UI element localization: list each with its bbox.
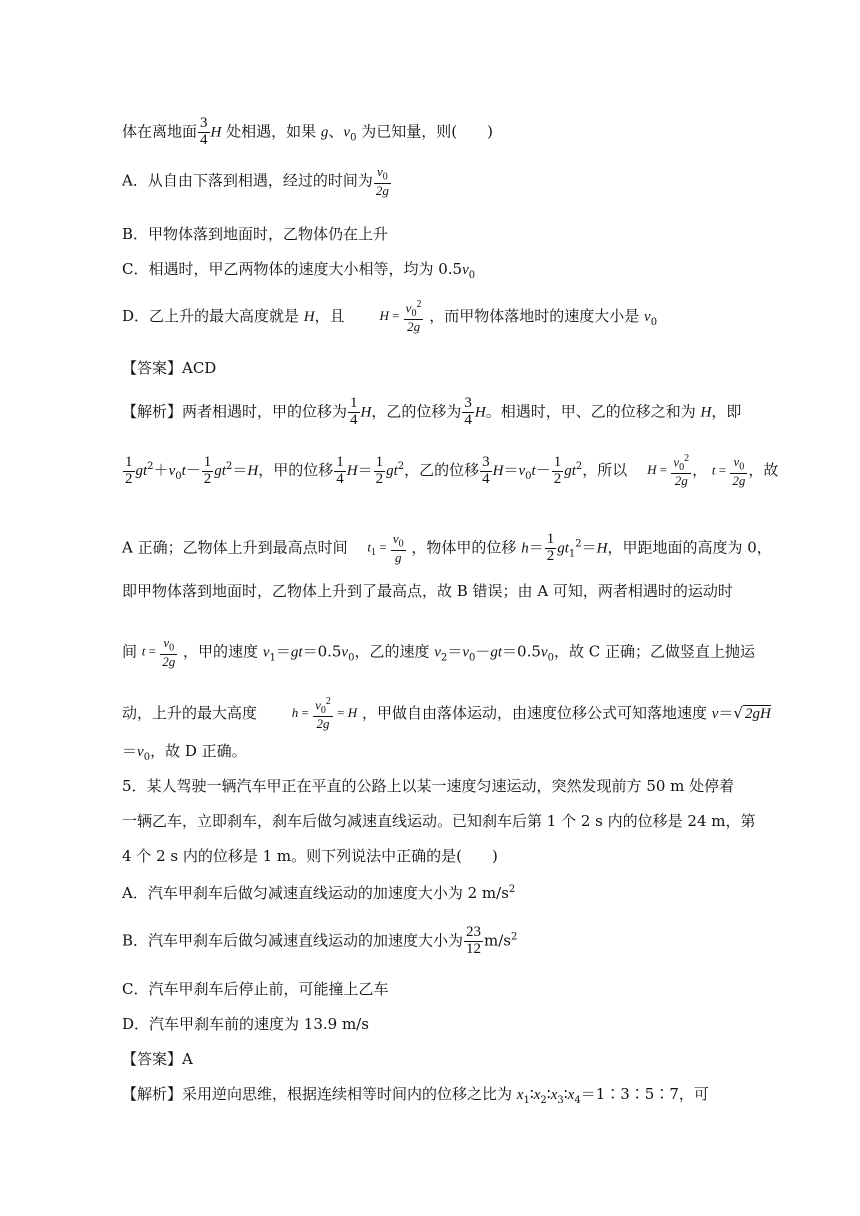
q5-analysis-line-1: 【解析】采用逆向思维，根据连续相等时间内的位移之比为 $x_1∶x_2∶x_3∶x_4=1∶3∶5∶7$，可 <box>122 1085 709 1106</box>
fraction-23-12: $\frac{23}{12}$ <box>466 924 482 957</box>
q4-analysis-line-6: 动，上升的最大高度 h = $\frac{v_0^2}{2g}$ = H ，甲做自由落体运动，由速度位移公式可知落地速度 v＝√ 2gH <box>122 696 771 732</box>
q5-option-b: B．汽车甲刹车后做匀减速直线运动的加速度大小为 $\frac{23}{12}$ $m/s^2$ <box>122 924 518 957</box>
q4-analysis-line-1: 【解析】两者相遇时，甲的位移为 $\frac{1}{4}$ H，乙的位移为 $\frac{3}{4}$ H。相遇时，甲、乙的位移之和为 H，即 <box>122 395 742 428</box>
q4-option-d: D．乙上升的最大高度就是 H，且 H = $\frac{v_0^2}{2g}$ ，而甲物体落地时的速度大小是 $v_0$ <box>122 299 658 335</box>
q5-option-a: A．汽车甲刹车后做匀减速直线运动的加速度大小为 2 $m/s^2$ <box>122 884 516 902</box>
q4-analysis-line-3: A 正确；乙物体上升到最高点时间 $t_1$ = $\frac{v_0}{g}$ ，物体甲的位移 h＝ $\frac{1}{2}$ $gt_1^2=H$，甲距地面的高度为 0， <box>122 531 772 566</box>
q5-option-c: C．汽车甲刹车后停止前，可能撞上乙车 <box>122 980 389 998</box>
q4-answer: 【答案】ACD <box>122 359 217 377</box>
q4-analysis-line-7: $=v_0$，故 D 正确。 <box>122 742 247 763</box>
formula-h-max: H = $\frac{v_0^2}{2g}$ <box>379 299 422 335</box>
fraction-v0-2g: $\frac{v_0}{2g}$ <box>375 164 389 199</box>
q4-analysis-line-5: 间 t = $\frac{v_0}{2g}$ ，甲的速度 $v_1=gt=0.5v_0$，乙的速度 $v_2=v_0-gt=0.5v_0$，故 C 正确；乙做竖直上抛运 <box>122 635 755 670</box>
q4-option-b: B．甲物体落到地面时，乙物体仍在上升 <box>122 225 389 243</box>
q5-answer: 【答案】A <box>122 1050 193 1068</box>
q5-stem-line-1: 5．某人驾驶一辆汽车甲正在平直的公路上以某一速度匀速运动，突然发现前方 50 m 处停着 <box>122 777 735 795</box>
q4-analysis-line-2: $\frac{1}{2}$ $gt^2+v_0t-$ $\frac{1}{2}$ $gt^2=H$，甲的位移 $\frac{1}{4}$ H＝ $\frac{1}{2}$ $gt^2$，乙的位移 $\frac{3}{4}$ $H=v_0t-$ $\frac{1}{2}$ $gt^2$，所以 H = $\frac{v_0^2}{2g}$ ， t = $\frac{v_0}{2g}$ ，故 <box>125 453 779 489</box>
q5-option-d: D．汽车甲刹车前的速度为 13.9 m/s <box>122 1015 369 1033</box>
q4-option-c: C．相遇时，甲乙两物体的速度大小相等，均为 $0.5v_0$ <box>122 260 476 281</box>
q5-stem-line-2: 一辆乙车，立即刹车，刹车后做匀减速直线运动。已知刹车后第 1 个 2 s 内的位移是 24 m，第 <box>122 812 756 830</box>
q5-stem-line-3: 4 个 2 s 内的位移是 1 m。则下列说法中正确的是( ) <box>122 847 498 865</box>
q4-stem: 体在离地面 $\frac{3}{4}$ H 处相遇，如果 g、$v_0$ 为已知量，则( ) <box>122 115 493 148</box>
fraction-3-4: $\frac{3}{4}$ <box>200 115 208 148</box>
q4-option-a: A．从自由下落到相遇，经过的时间为 $\frac{v_0}{2g}$ <box>122 164 389 199</box>
q4-analysis-line-4: 即甲物体落到地面时，乙物体上升到了最高点，故 B 错误；由 A 可知，两者相遇时的运动时 <box>122 582 733 600</box>
